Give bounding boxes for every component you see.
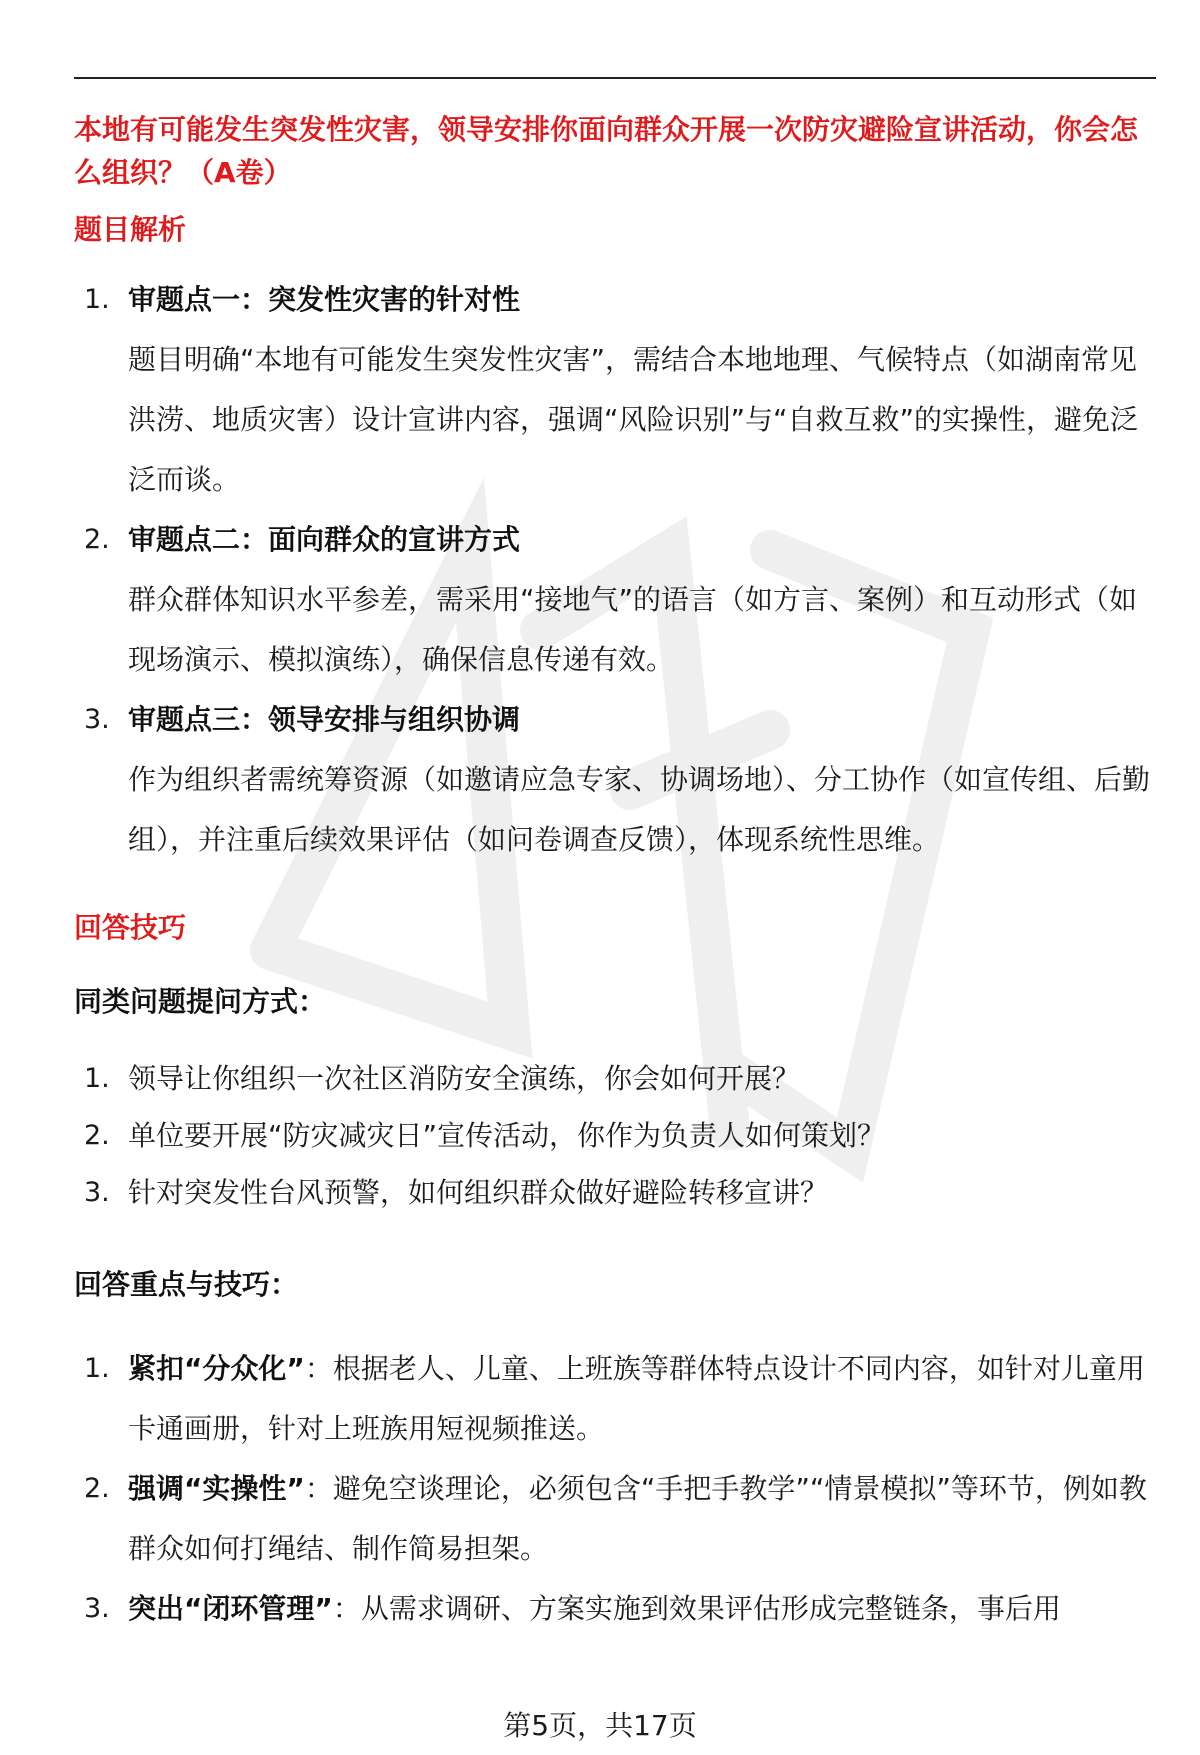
list-number: 1. xyxy=(84,1353,110,1384)
list-number: 2. xyxy=(84,1120,110,1151)
list-item xyxy=(74,270,1156,510)
key-point-text: ：根据老人、儿童、上班族等群体特点设计不同内容，如针对儿童用卡通画册，针对上班族用短视频推送。 xyxy=(128,1352,1145,1445)
techniques-heading: 回答技巧 xyxy=(74,911,187,944)
similar-questions-heading: 同类问题提问方式： xyxy=(74,985,327,1018)
page-footer: 第5页，共17页 xyxy=(503,1709,697,1742)
list-number: 2. xyxy=(84,524,110,555)
list-item xyxy=(74,1107,1156,1164)
list-item xyxy=(74,1050,1156,1107)
list-number: 3. xyxy=(84,1177,110,1208)
top-divider xyxy=(74,77,1156,79)
list-item xyxy=(74,1579,1156,1639)
question-title: 本地有可能发生突发性灾害，领导安排你面向群众开展一次防灾避险宣讲活动，你会怎么组织？（A卷） xyxy=(74,113,1139,189)
key-points-list xyxy=(74,1339,1156,1639)
list-number: 1. xyxy=(84,1063,110,1094)
analysis-point-body: 题目明确“本地有可能发生突发性灾害”，需结合本地地理、气候特点（如湖南常见洪涝、地质灾害）设计宣讲内容，强调“风险识别”与“自救互救”的实操性，避免泛泛而谈。 xyxy=(128,343,1139,496)
similar-questions-list xyxy=(74,1050,1156,1221)
list-number: 3. xyxy=(84,704,110,735)
analysis-point-title: 审题点三：领导安排与组织协调 xyxy=(128,703,521,736)
similar-question-text: 领导让你组织一次社区消防安全演练，你会如何开展？ xyxy=(128,1062,801,1095)
page-content xyxy=(74,108,1156,1639)
list-number: 3. xyxy=(84,1593,110,1624)
key-point-lead: 强调“实操性” xyxy=(128,1472,305,1505)
list-item xyxy=(74,1459,1156,1579)
analysis-heading: 题目解析 xyxy=(74,213,187,246)
list-item xyxy=(74,1164,1156,1221)
analysis-list xyxy=(74,270,1156,870)
list-number: 1. xyxy=(84,284,110,315)
key-point-text: ：避免空谈理论，必须包含“手把手教学”“情景模拟”等环节，例如教群众如何打绳结、制作简易担架。 xyxy=(128,1472,1147,1565)
similar-question-text: 针对突发性台风预警，如何组织群众做好避险转移宣讲？ xyxy=(128,1176,829,1209)
key-point-text: ：从需求调研、方案实施到效果评估形成完整链条，事后用 xyxy=(332,1592,1061,1625)
analysis-point-body: 作为组织者需统筹资源（如邀请应急专家、协调场地）、分工协作（如宣传组、后勤组），并注重后续效果评估（如问卷调查反馈），体现系统性思维。 xyxy=(128,763,1151,856)
key-points-heading: 回答重点与技巧： xyxy=(74,1268,299,1301)
similar-question-text: 单位要开展“防灾减灾日”宣传活动，你作为负责人如何策划？ xyxy=(128,1119,886,1152)
key-point-lead: 突出“闭环管理” xyxy=(128,1592,333,1625)
list-item xyxy=(74,1339,1156,1459)
analysis-point-body: 群众群体知识水平参差，需采用“接地气”的语言（如方言、案例）和互动形式（如现场演示、模拟演练），确保信息传递有效。 xyxy=(128,583,1138,676)
list-item xyxy=(74,690,1156,870)
analysis-point-title: 审题点二：面向群众的宣讲方式 xyxy=(128,523,521,556)
list-item xyxy=(74,510,1156,690)
list-number: 2. xyxy=(84,1473,110,1504)
analysis-point-title: 审题点一：突发性灾害的针对性 xyxy=(128,283,521,316)
key-point-lead: 紧扣“分众化” xyxy=(128,1352,305,1385)
